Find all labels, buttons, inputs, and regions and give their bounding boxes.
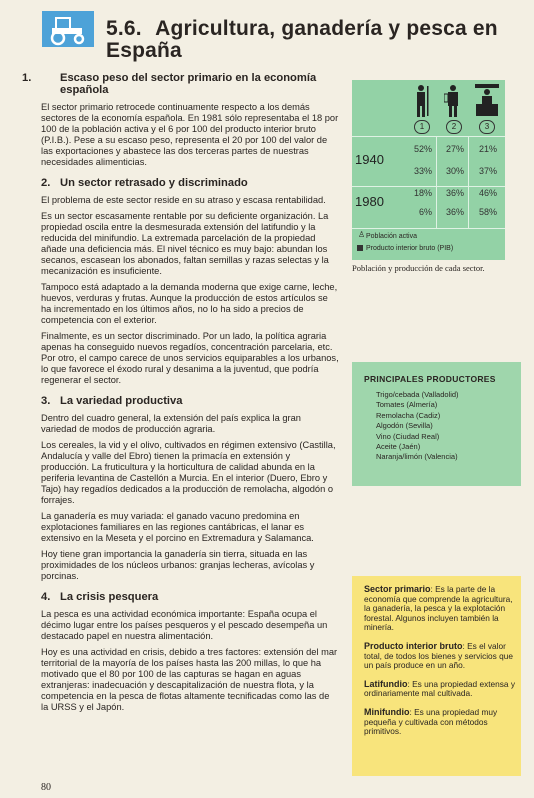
coins-legend-icon <box>357 245 363 251</box>
farmer-figure-icon <box>412 84 430 118</box>
services-figure-icon <box>474 84 500 118</box>
production-value: 58% <box>478 207 497 217</box>
paragraph: La pesca es una actividad económica importante: España ocupa el décimo lugar entre los países pesqueros y el pescado desempeña un destacado papel en nuestra alimentación. <box>41 609 328 641</box>
paragraph: El problema de este sector reside en su atraso y escasa rentabilidad. <box>41 195 326 205</box>
glossary-entry: Latifundio: Es una propiedad extensa y ordinariamente mal cultivada. <box>364 678 515 699</box>
population-value: 21% <box>478 144 497 154</box>
column-label: 2 <box>446 120 462 134</box>
glossary-entry: Minifundio: Es una propiedad muy pequeña y cultivada con métodos primitivos. <box>364 706 498 737</box>
section-2 <box>41 177 339 386</box>
list-item: Tomates (Almería) <box>376 400 438 410</box>
list-item: Naranja/limón (Valencia) <box>376 452 458 462</box>
person-legend-icon: ♙ <box>358 230 366 239</box>
worker-figure-icon <box>444 84 462 118</box>
list-item: Algodón (Sevilla) <box>376 421 433 431</box>
paragraph: Los cereales, la vid y el olivo, cultivados en régimen extensivo (Castilla, Andalucía y valle del Ebro) tienen la primacía en extensión y producción. La fruticultura y la horticultura de calidad abunda en la periferia levantina de Castellón a Murcia. En el interior (Duero, Ebro y Tajo) hay regadíos dedicados a la producción de remolacha, algodón o forrajes. <box>41 440 336 505</box>
section-heading: 2. Un sector retrasado y discriminado <box>41 177 248 189</box>
year-label: 1940 <box>355 152 384 167</box>
population-value: 36% <box>445 188 464 198</box>
column-label: 3 <box>479 120 495 134</box>
paragraph: Finalmente, es un sector discriminado. Por un lado, la política agraria apenas ha conseguido nuevos regadíos, concentración parcelaria, etc. Por otro, el campo carece de unos servicios equiparables a los urbanos, lo que favorece el éxodo rural y desanima a la juventud, que podría regenerar el sector. <box>41 331 339 385</box>
page-title <box>106 18 526 62</box>
column-label: 1 <box>414 120 430 134</box>
paragraph: Es un sector escasamente rentable por su deficiente organización. La propiedad oscila entre la desmesurada extensión del latifundio y la reducida del minifundio. La extremada parcelación de la propiedad añade una deficiencia más. El nivel técnico es muy bajo: abundan los secanos, escasean los abonados, faltan semillas y razas selectas y la mecanización es insuficiente. <box>41 211 329 276</box>
list-item: Aceite (Jaén) <box>376 442 421 452</box>
population-value: 27% <box>445 144 464 154</box>
sector-figure <box>352 80 505 260</box>
tractor-logo-icon <box>42 11 94 47</box>
production-value: 37% <box>478 166 497 176</box>
divider <box>352 186 505 187</box>
legend-label: Población activa <box>366 233 417 240</box>
section-heading: 3. La variedad productiva <box>41 395 183 407</box>
paragraph: Tampoco está adaptado a la demanda moderna que exige carne, leche, huevos, verduras y frutas. Aunque la producción de estos artículos se ha incrementado en los últimos años, no lo ha sido a precios de competencia con el exterior. <box>41 282 338 325</box>
paragraph: El sector primario retrocede continuamente respecto a los demás sectores de la economía española. En 1981 sólo representaba el 18 por 100 de la población activa y el 6 por 100 del producto interior bruto (P.I.B.). Pese a su escaso peso, representa el 20 por 100 del valor de las exportaciones y abastece las dos terceras partes de nuestras necesidades alimenticias. <box>41 102 339 167</box>
list-item: Vino (Ciudad Real) <box>376 431 440 441</box>
production-value: 33% <box>413 166 432 176</box>
population-value: 52% <box>413 144 432 154</box>
divider <box>352 228 505 229</box>
main-column <box>22 72 339 718</box>
producers-heading: PRINCIPALES PRODUCTORES <box>364 374 496 384</box>
page-number: 80 <box>41 782 51 793</box>
paragraph: La ganadería es muy variada: el ganado vacuno predomina en explotaciones familiares en las regiones cantábricas, el lanar es extensivo en la Meseta y el porcino en Extremadura y Salamanca. <box>41 511 314 543</box>
section-3 <box>41 395 339 582</box>
population-value: 18% <box>413 188 432 198</box>
section-1 <box>22 72 339 168</box>
section-4 <box>41 591 339 713</box>
glossary-box <box>352 576 521 776</box>
producers-box <box>352 362 521 486</box>
figure-caption: Población y producción de cada sector. <box>352 263 485 273</box>
section-heading: 4. La crisis pesquera <box>41 591 159 603</box>
paragraph: Hoy es una actividad en crisis, debido a tres factores: extensión del mar territorial de la mayoría de los países hasta las 200 millas, lo que ha motivado que el 80 por 100 de las capturas se hagan en aguas extranjeras: inadecuación y descapitalización de nuestra flota, y la competencia en la pesca de flotas altamente tecnificadas como las de la URSS y el Japón. <box>41 647 338 712</box>
list-item: Remolacha (Cadiz) <box>376 410 441 420</box>
glossary-entry: Sector primario: Es la parte de la economía que comprende la agricultura, la ganadería, la pesca y la explotación forestal. Algunos incluyen también la minería. <box>364 584 513 633</box>
glossary-entry: Producto interior bruto: Es el valor total, de todos los bienes y servicios que un país produce en un año. <box>364 640 513 671</box>
section-number: 5.6. <box>106 17 142 40</box>
paragraph: Dentro del cuadro general, la extensión del país explica la gran variedad de modos de producción agraria. <box>41 413 301 434</box>
production-value: 30% <box>445 166 464 176</box>
legend-label: Producto interior bruto (PIB) <box>366 245 454 252</box>
list-item: Trigo/cebada (Valladolid) <box>376 390 459 399</box>
divider <box>352 136 505 137</box>
population-value: 46% <box>478 188 497 198</box>
production-value: 6% <box>418 207 432 217</box>
paragraph: Hoy tiene gran importancia la ganadería sin tierra, situada en las proximidades de los núcleos urbanos: granjas lecheras, avícolas y porcinas. <box>41 549 315 581</box>
production-value: 36% <box>445 207 464 217</box>
year-label: 1980 <box>355 194 384 209</box>
title-text: Agricultura, ganadería y pesca en España <box>106 17 498 62</box>
section-heading: 1. Escaso peso del sector primario en la economía española <box>22 72 317 96</box>
